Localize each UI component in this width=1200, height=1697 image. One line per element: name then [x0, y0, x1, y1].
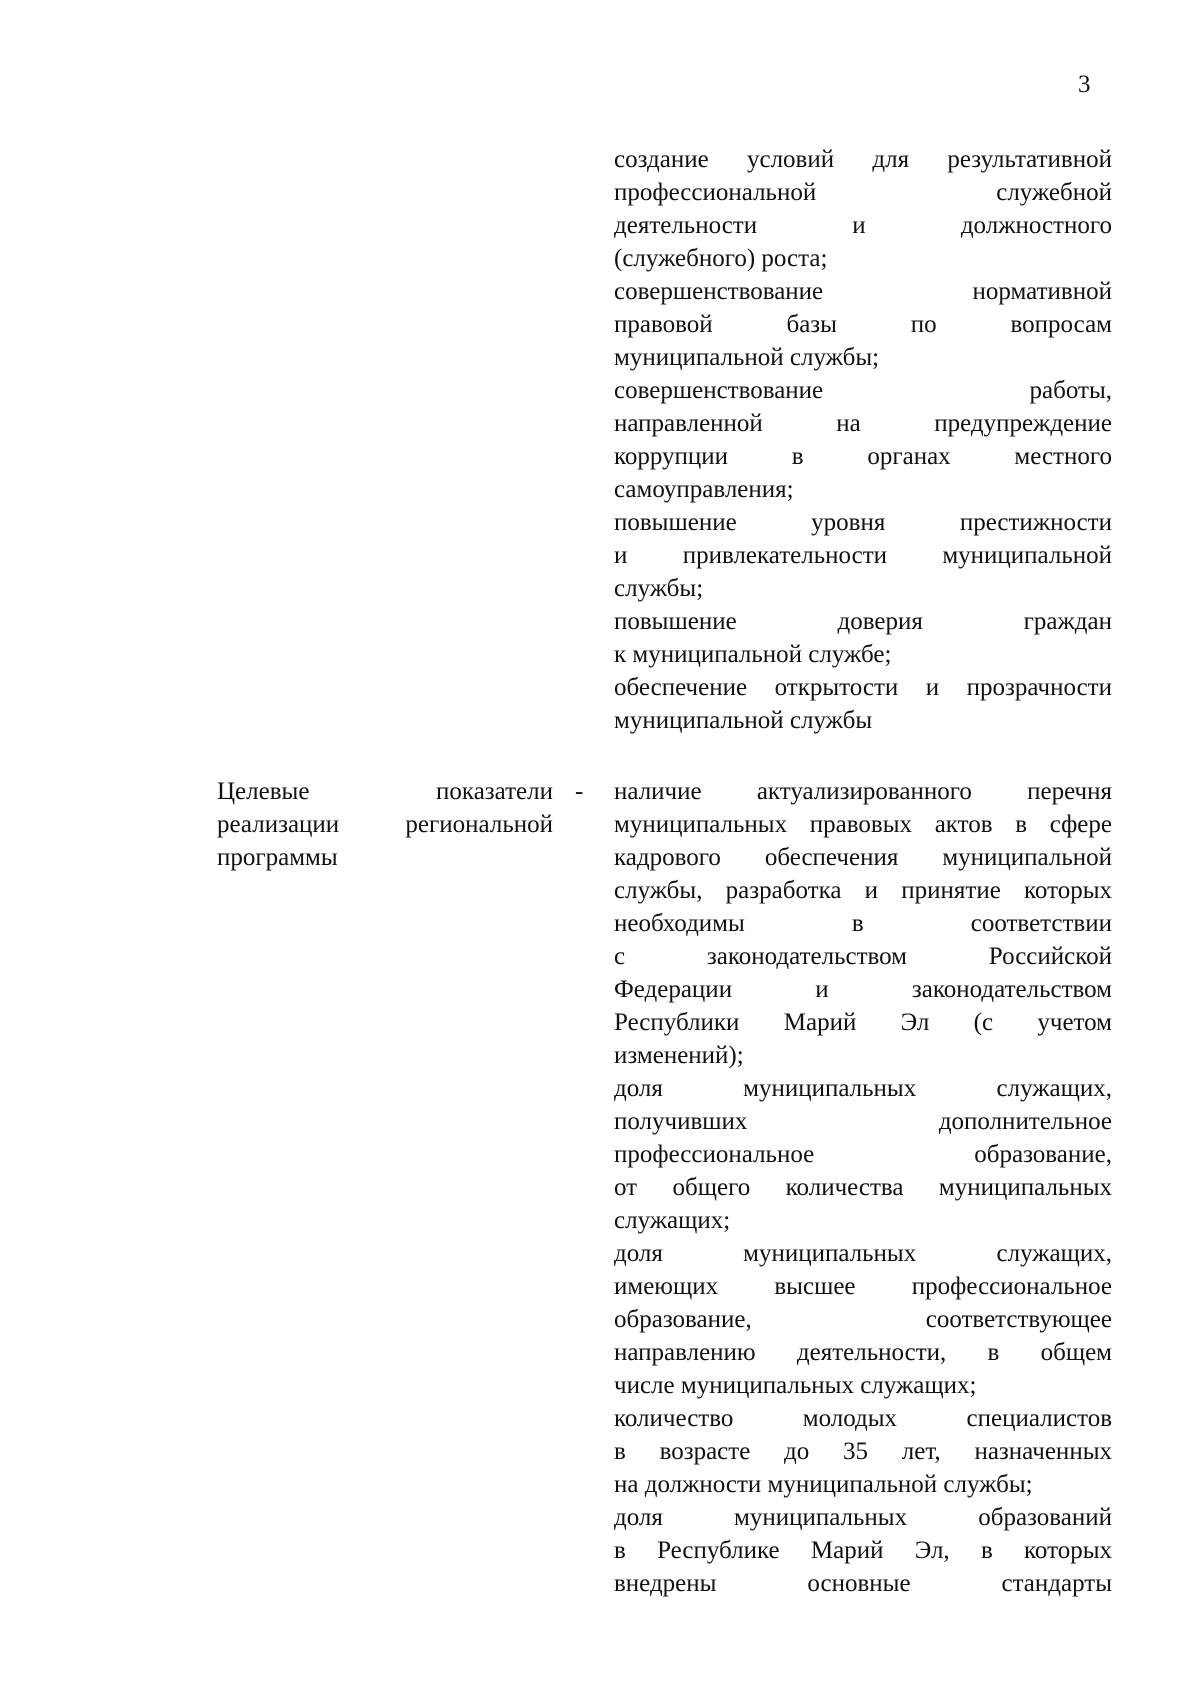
text-line: службы, разработка и принятие которых: [614, 877, 1112, 904]
text-line: направленной на предупреждение: [614, 410, 1112, 437]
text-line: коррупции в органах местного: [614, 443, 1112, 470]
target-indicators-label: [217, 775, 553, 874]
text-line: внедрены основные стандарты: [614, 1570, 1112, 1597]
text-line: образование, соответствующее: [614, 1306, 1112, 1333]
text-line: с законодательством Российской: [614, 943, 1112, 970]
text-line: на должности муниципальной службы;: [614, 1471, 1033, 1498]
label-dash: -: [575, 778, 584, 805]
text-line: доля муниципальных образований: [614, 1504, 1112, 1531]
text-line: самоуправления;: [614, 476, 794, 503]
text-line: муниципальной службы;: [614, 344, 880, 371]
text-line: количество молодых специалистов: [614, 1405, 1112, 1432]
label-line: Целевые показатели: [217, 778, 553, 805]
page-number: 3: [1078, 71, 1091, 98]
text-line: Федерации и законодательством: [614, 976, 1112, 1003]
text-line: Республики Марий Эл (с учетом: [614, 1009, 1112, 1036]
text-line: повышение уровня престижности: [614, 509, 1112, 536]
text-line: профессиональной служебной: [614, 179, 1112, 206]
text-line: службы;: [614, 575, 704, 602]
label-line: реализации региональной: [217, 811, 553, 838]
text-line: получивших дополнительное: [614, 1108, 1112, 1135]
text-line: к муниципальной службе;: [614, 641, 892, 668]
text-line: муниципальной службы: [614, 707, 873, 734]
text-line: совершенствование работы,: [614, 377, 1112, 404]
program-goals-text: [614, 143, 1112, 737]
text-line: муниципальных правовых актов в сфере: [614, 811, 1112, 838]
text-line: в Республике Марий Эл, в которых: [614, 1537, 1112, 1564]
text-line: от общего количества муниципальных: [614, 1174, 1112, 1201]
text-line: деятельности и должностного: [614, 212, 1112, 239]
text-line: числе муниципальных служащих;: [614, 1372, 977, 1399]
text-line: служащих;: [614, 1207, 731, 1234]
target-indicators-text: [614, 775, 1112, 1600]
text-line: доля муниципальных служащих,: [614, 1240, 1112, 1267]
text-line: повышение доверия граждан: [614, 608, 1112, 635]
text-line: направлению деятельности, в общем: [614, 1339, 1112, 1366]
text-line: доля муниципальных служащих,: [614, 1075, 1112, 1102]
text-line: создание условий для результативной: [614, 146, 1112, 173]
text-line: профессиональное образование,: [614, 1141, 1112, 1168]
text-line: правовой базы по вопросам: [614, 311, 1112, 338]
text-line: в возрасте до 35 лет, назначенных: [614, 1438, 1112, 1465]
text-line: имеющих высшее профессиональное: [614, 1273, 1112, 1300]
text-line: кадрового обеспечения муниципальной: [614, 844, 1112, 871]
text-line: (служебного) роста;: [614, 245, 828, 272]
label-line: программы: [217, 844, 338, 871]
text-line: наличие актуализированного перечня: [614, 778, 1112, 805]
text-line: необходимы в соответствии: [614, 910, 1112, 937]
text-line: обеспечение открытости и прозрачности: [614, 674, 1112, 701]
text-line: и привлекательности муниципальной: [614, 542, 1112, 569]
text-line: совершенствование нормативной: [614, 278, 1112, 305]
text-line: изменений);: [614, 1042, 744, 1069]
